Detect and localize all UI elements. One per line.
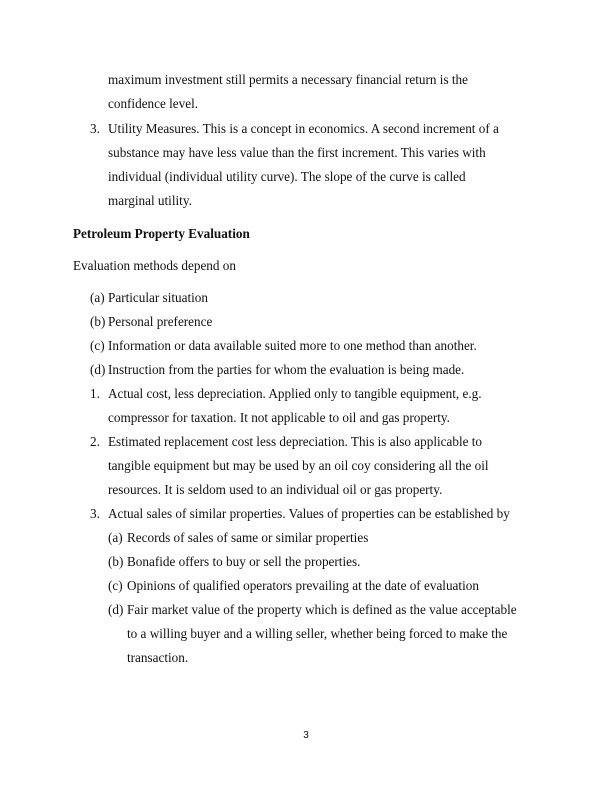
section-heading: Petroleum Property Evaluation <box>73 226 250 241</box>
list-item: Personal preference <box>108 314 213 329</box>
list-marker: 1. <box>90 386 100 401</box>
utility-line: individual (individual utility curve). The slope of the curve is called <box>108 169 466 184</box>
list-item: Information or data available suited more to one method than another. <box>108 338 477 353</box>
intro-line: confidence level. <box>108 96 199 111</box>
list-marker: (a) <box>108 530 123 545</box>
sub-item-line: Bonafide offers to buy or sell the properties. <box>127 554 361 569</box>
sub-item-line: to a willing buyer and a willing seller, whether being forced to make the <box>127 626 508 641</box>
utility-line: marginal utility. <box>108 193 192 208</box>
sub-item-line: Records of sales of same or similar properties <box>127 530 369 545</box>
list-marker: (b) <box>90 314 106 329</box>
method-line: Actual sales of similar properties. Values of properties can be established by <box>108 506 510 521</box>
list-marker: (d) <box>90 362 106 377</box>
sub-item-line: Opinions of qualified operators prevailing at the date of evaluation <box>127 578 479 593</box>
list-marker: 3. <box>90 121 100 136</box>
lead-text: Evaluation methods depend on <box>73 258 236 273</box>
list-marker: 2. <box>90 434 100 449</box>
page-number: 3 <box>303 730 309 741</box>
utility-line: substance may have less value than the first increment. This varies with <box>108 145 486 160</box>
method-line: tangible equipment but may be used by an oil coy considering all the oil <box>108 458 489 473</box>
list-item: Particular situation <box>108 290 208 305</box>
method-line: Actual cost, less depreciation. Applied only to tangible equipment, e.g. <box>108 386 482 401</box>
intro-line: maximum investment still permits a necessary financial return is the <box>108 72 468 87</box>
sub-item-line: Fair market value of the property which is defined as the value acceptable <box>127 602 517 617</box>
list-marker: (c) <box>90 338 105 353</box>
list-marker: (a) <box>90 290 105 305</box>
list-item: Instruction from the parties for whom the evaluation is being made. <box>108 362 465 377</box>
method-line: Estimated replacement cost less depreciation. This is also applicable to <box>108 434 483 449</box>
list-marker: (b) <box>108 554 124 569</box>
utility-line: Utility Measures. This is a concept in economics. A second increment of a <box>108 121 499 136</box>
method-line: compressor for taxation. It not applicable to oil and gas property. <box>108 410 450 425</box>
sub-item-line: transaction. <box>127 650 189 665</box>
list-marker: (d) <box>108 602 124 617</box>
list-marker: 3. <box>90 506 100 521</box>
list-marker: (c) <box>108 578 123 593</box>
method-line: resources. It is seldom used to an individual oil or gas property. <box>108 482 443 497</box>
